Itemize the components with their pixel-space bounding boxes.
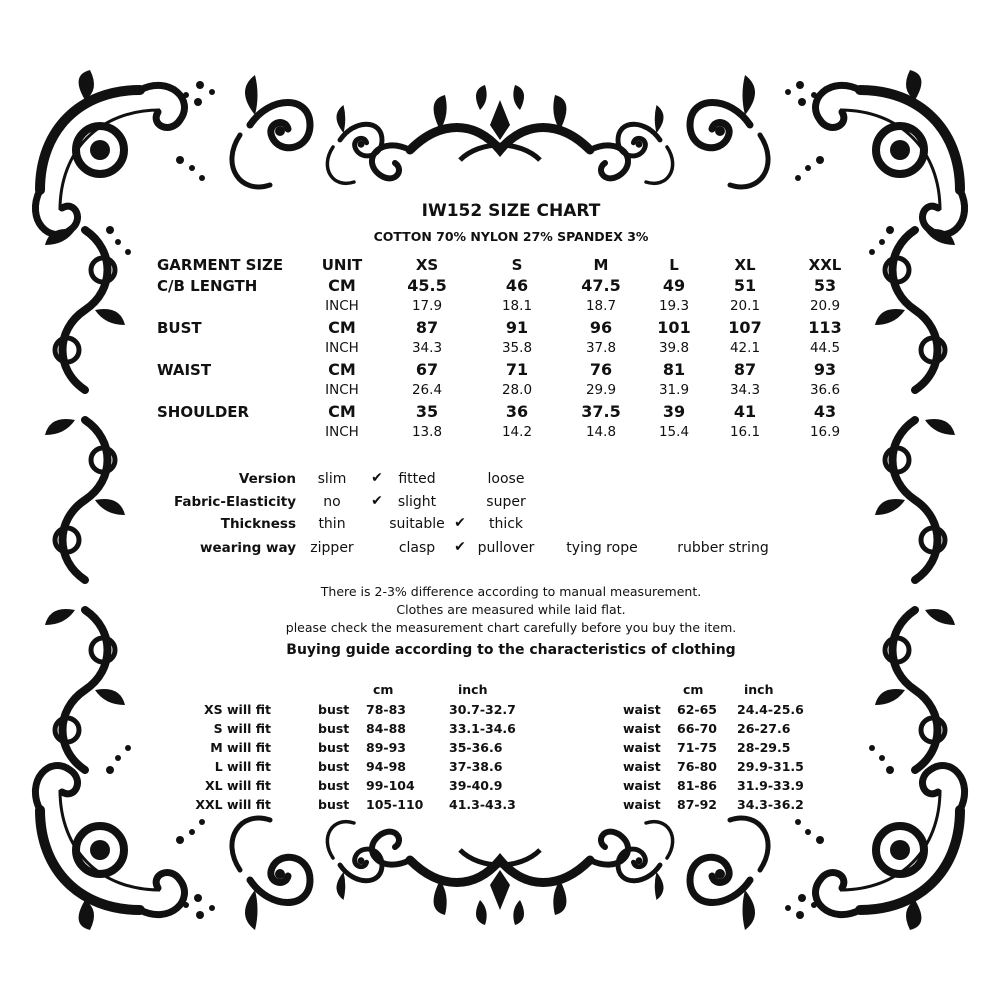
guide-cm-header: cm (683, 682, 704, 697)
note-line: Clothes are measured while laid flat. (396, 602, 626, 617)
inch-value: 36.6 (809, 382, 841, 398)
inch-value: 37.8 (585, 340, 617, 356)
guide-bust-inch: 33.1-34.6 (449, 721, 516, 736)
option-loose: loose (487, 471, 525, 487)
unit-inch: INCH (325, 340, 359, 356)
cm-value: 107 (728, 318, 762, 337)
size-header-xs: XS (415, 256, 439, 274)
guide-waist-cm: 62-65 (677, 702, 717, 717)
guide-inch-header: inch (458, 682, 488, 697)
guide-fit-label: M will fit (210, 740, 271, 755)
inch-value: 14.2 (501, 424, 533, 440)
guide-bust-inch: 41.3-43.3 (449, 797, 516, 812)
unit-inch: INCH (325, 298, 359, 314)
guide-waist-cm: 66-70 (677, 721, 717, 736)
cm-value: 39 (662, 402, 686, 421)
option-pullover: pullover (477, 540, 535, 556)
cm-value: 67 (415, 360, 439, 379)
inch-value: 16.9 (809, 424, 841, 440)
guide-waist-inch: 24.4-25.6 (737, 702, 804, 717)
cm-value: 96 (589, 318, 613, 337)
guide-bust-inch: 37-38.6 (449, 759, 503, 774)
measurement-name: SHOULDER (157, 403, 250, 421)
inch-value: 42.1 (729, 340, 761, 356)
guide-fit-label: L will fit (214, 759, 271, 774)
inch-value: 17.9 (411, 298, 443, 314)
inch-value: 15.4 (658, 424, 690, 440)
size-header-m: M (593, 256, 609, 274)
inch-value: 14.8 (585, 424, 617, 440)
guide-waist-label: waist (623, 759, 661, 774)
guide-waist-label: waist (623, 778, 661, 793)
cm-value: 35 (415, 402, 439, 421)
guide-bust-label: bust (318, 721, 350, 736)
option-rubber-string: rubber string (677, 540, 769, 556)
option-fitted: fitted (398, 471, 436, 487)
guide-waist-cm: 81-86 (677, 778, 717, 793)
inch-value: 29.9 (585, 382, 617, 398)
cm-value: 45.5 (407, 276, 447, 295)
inch-value: 34.3 (729, 382, 761, 398)
guide-fit-label: XL will fit (205, 778, 271, 793)
cm-value: 36 (505, 402, 529, 421)
inch-value: 18.1 (501, 298, 533, 314)
inch-value: 31.9 (658, 382, 690, 398)
note-line: please check the measurement chart carefully before you buy the item. (285, 620, 737, 635)
guide-bust-label: bust (318, 702, 350, 717)
option-thin: thin (318, 516, 346, 532)
option-clasp: clasp (398, 540, 436, 556)
size-header-xxl: XXL (808, 256, 842, 274)
guide-bust-label: bust (318, 797, 350, 812)
unit-cm: CM (328, 276, 356, 295)
guide-waist-label: waist (623, 740, 661, 755)
guide-bust-cm: 105-110 (366, 797, 424, 812)
inch-value: 44.5 (809, 340, 841, 356)
guide-waist-inch: 34.3-36.2 (737, 797, 804, 812)
cm-value: 51 (733, 276, 757, 295)
feature-label-thickness: Thickness (220, 516, 296, 532)
option-suitable: suitable (389, 516, 445, 532)
cm-value: 91 (505, 318, 529, 337)
unit-cm: CM (328, 402, 356, 421)
guide-fit-label: XS will fit (204, 702, 271, 717)
option-tying-rope: tying rope (566, 540, 638, 556)
guide-fit-label: S will fit (213, 721, 271, 736)
cm-value: 43 (813, 402, 837, 421)
unit-inch: INCH (325, 382, 359, 398)
guide-bust-inch: 39-40.9 (449, 778, 503, 793)
fabric-composition: COTTON 70% NYLON 27% SPANDEX 3% (373, 229, 649, 244)
guide-bust-label: bust (318, 759, 350, 774)
measurement-name: BUST (157, 319, 202, 337)
guide-bust-label: bust (318, 778, 350, 793)
checkmark-icon: ✔ (454, 539, 466, 555)
chart-title: IW152 SIZE CHART (421, 201, 601, 221)
guide-bust-cm: 84-88 (366, 721, 406, 736)
guide-waist-inch: 28-29.5 (737, 740, 791, 755)
cm-value: 93 (813, 360, 837, 379)
inch-value: 18.7 (585, 298, 617, 314)
feature-label-wearing-way: wearing way (200, 540, 296, 556)
guide-bust-cm: 99-104 (366, 778, 415, 793)
measurement-name: C/B LENGTH (157, 277, 258, 295)
inch-value: 34.3 (411, 340, 443, 356)
cm-value: 71 (505, 360, 529, 379)
inch-value: 28.0 (501, 382, 533, 398)
guide-waist-label: waist (623, 721, 661, 736)
guide-waist-cm: 71-75 (677, 740, 717, 755)
cm-value: 101 (657, 318, 691, 337)
cm-value: 37.5 (581, 402, 621, 421)
guide-fit-label: XXL will fit (195, 797, 271, 812)
option-no: no (323, 494, 341, 510)
inch-value: 26.4 (411, 382, 443, 398)
unit-header: UNIT (321, 256, 363, 274)
buying-guide-title: Buying guide according to the characteristics of clothing (286, 642, 736, 658)
inch-value: 39.8 (658, 340, 690, 356)
guide-waist-inch: 29.9-31.5 (737, 759, 804, 774)
cm-value: 76 (589, 360, 613, 379)
option-super: super (486, 494, 526, 510)
guide-bust-cm: 94-98 (366, 759, 406, 774)
inch-value: 35.8 (501, 340, 533, 356)
inch-value: 13.8 (411, 424, 443, 440)
guide-inch-header: inch (744, 682, 774, 697)
cm-value: 81 (662, 360, 686, 379)
cm-value: 53 (813, 276, 837, 295)
cm-value: 47.5 (581, 276, 621, 295)
guide-waist-label: waist (623, 702, 661, 717)
cm-value: 41 (733, 402, 757, 421)
size-header-l: L (669, 256, 679, 274)
checkmark-icon: ✔ (371, 493, 383, 509)
option-slight: slight (397, 494, 437, 510)
checkmark-icon: ✔ (454, 515, 466, 531)
cm-value: 87 (733, 360, 757, 379)
measurement-name: WAIST (157, 361, 212, 379)
option-thick: thick (488, 516, 524, 532)
guide-cm-header: cm (373, 682, 394, 697)
inch-value: 20.9 (809, 298, 841, 314)
cm-value: 49 (662, 276, 686, 295)
guide-bust-inch: 30.7-32.7 (449, 702, 516, 717)
guide-bust-inch: 35-36.6 (449, 740, 503, 755)
guide-waist-cm: 76-80 (677, 759, 717, 774)
guide-bust-label: bust (318, 740, 350, 755)
guide-bust-cm: 89-93 (366, 740, 406, 755)
inch-value: 20.1 (729, 298, 761, 314)
unit-inch: INCH (325, 424, 359, 440)
option-zipper: zipper (310, 540, 354, 556)
checkmark-icon: ✔ (371, 470, 383, 486)
feature-label-fabric-elasticity: Fabric-Elasticity (173, 494, 296, 510)
unit-cm: CM (328, 318, 356, 337)
cm-value: 87 (415, 318, 439, 337)
note-line: There is 2-3% difference according to manual measurement. (320, 584, 702, 599)
guide-waist-inch: 31.9-33.9 (737, 778, 804, 793)
feature-label-version: Version (238, 471, 296, 487)
cm-value: 46 (505, 276, 529, 295)
guide-bust-cm: 78-83 (366, 702, 406, 717)
guide-waist-inch: 26-27.6 (737, 721, 791, 736)
garment-size-header: GARMENT SIZE (157, 256, 284, 274)
inch-value: 19.3 (658, 298, 690, 314)
size-header-s: S (511, 256, 523, 274)
guide-waist-cm: 87-92 (677, 797, 717, 812)
inch-value: 16.1 (729, 424, 761, 440)
size-header-xl: XL (734, 256, 756, 274)
cm-value: 113 (808, 318, 842, 337)
option-slim: slim (317, 471, 347, 487)
guide-waist-label: waist (623, 797, 661, 812)
unit-cm: CM (328, 360, 356, 379)
